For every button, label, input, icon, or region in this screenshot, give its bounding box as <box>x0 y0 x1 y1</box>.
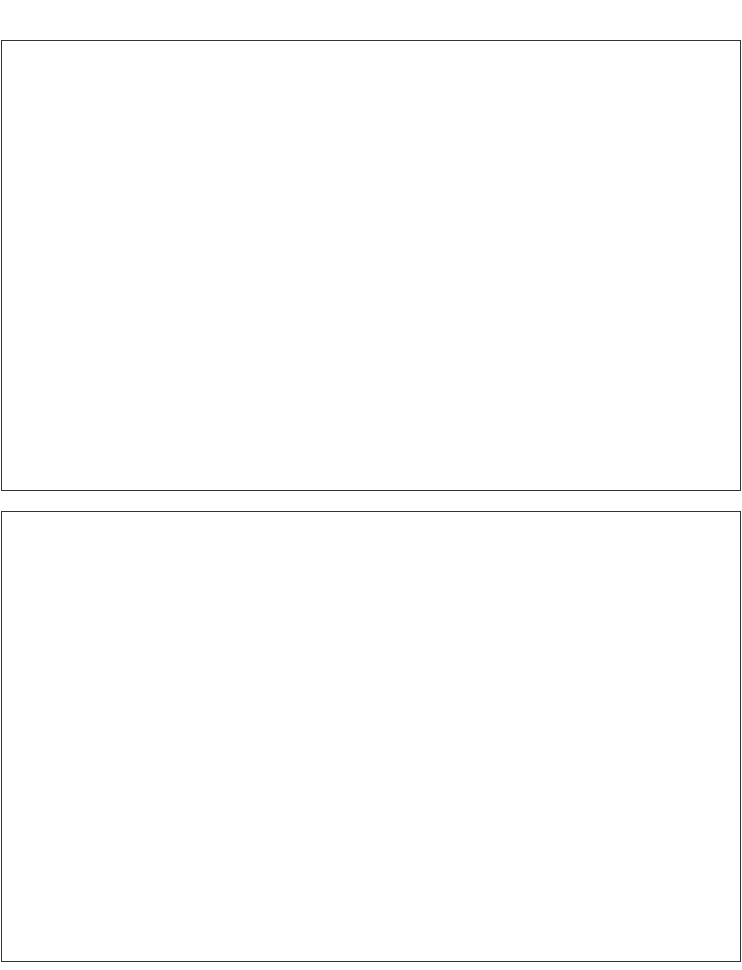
calendar-half-2 <box>1 511 741 962</box>
calendar-half-1 <box>1 40 741 491</box>
